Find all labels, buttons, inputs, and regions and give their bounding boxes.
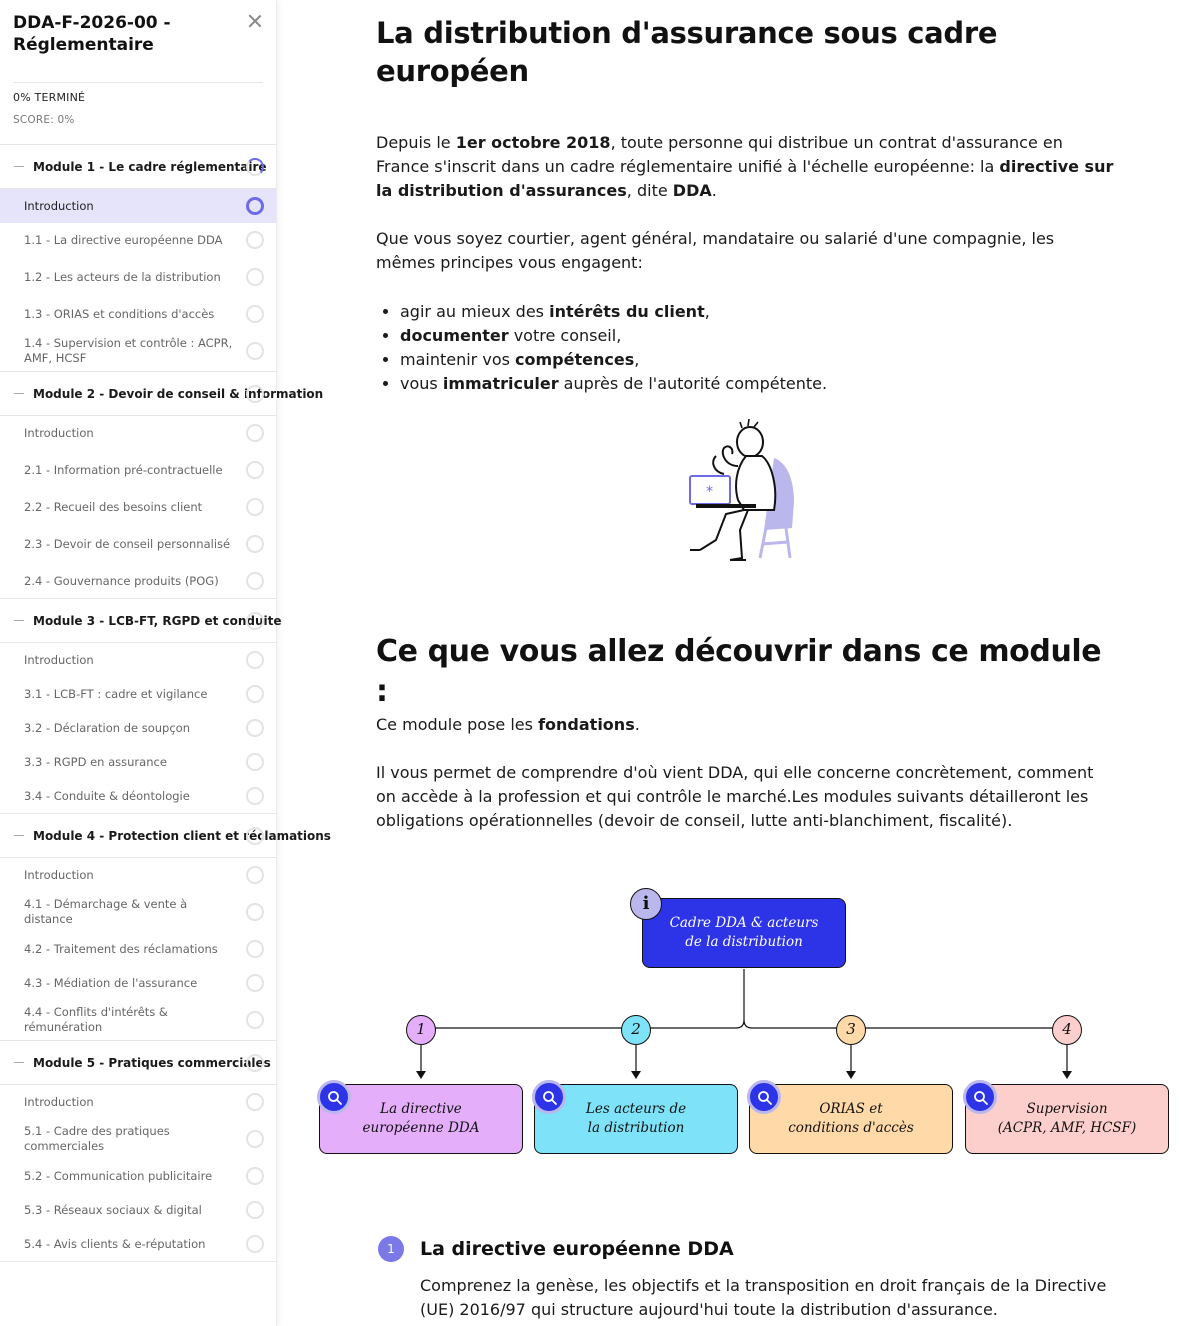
lesson-label: 5.1 - Cadre des pratiques commerciales (24, 1124, 170, 1153)
lesson-status-icon (246, 498, 264, 516)
lesson-label: 2.3 - Devoir de conseil personnalisé (24, 536, 231, 551)
lesson-label: 3.1 - LCB-FT : cadre et vigilance (24, 686, 208, 701)
lesson-label: 2.4 - Gouvernance produits (POG) (24, 573, 219, 588)
lesson-label: 4.4 - Conflits d'intérêts & rémunération (24, 1005, 168, 1034)
lesson-label: 1.3 - ORIAS et conditions d'accès (24, 306, 215, 321)
diagram-root-node (642, 898, 846, 968)
lesson-status-icon (246, 268, 264, 286)
lesson-item[interactable] (0, 677, 276, 711)
text: , toute personne qui distribue un contrat d'assurance en France s'inscrit dans un cadre réglementaire unifié à l'échelle européenne: la (376, 133, 1063, 176)
lesson-item[interactable] (0, 892, 276, 932)
emphasis: immatriculer (442, 374, 559, 393)
score-label: SCORE: 0% (13, 114, 75, 126)
lesson-item[interactable] (0, 1193, 276, 1227)
node-label-line: ORIAS et (819, 1101, 883, 1117)
lesson-status-icon (246, 535, 264, 553)
lesson-status-icon (246, 424, 264, 442)
module-label: Module 2 - Devoir de conseil & information (33, 386, 324, 401)
lesson-item[interactable] (0, 1119, 276, 1159)
node-label-line: conditions d'accès (788, 1120, 914, 1136)
principle-item (400, 372, 827, 396)
section-item-description: Comprenez la genèse, les objectifs et la transposition en droit français de la Directive (UE) 2016/97 qui structure aujourd'hui toute la distribution d'assurance. (420, 1276, 1107, 1319)
lesson-item[interactable] (0, 297, 276, 331)
lesson-status-icon (246, 787, 264, 805)
principle-item (400, 300, 827, 324)
lesson-label: 3.4 - Conduite & déontologie (24, 788, 190, 803)
lesson-status-icon (246, 719, 264, 737)
lesson-item[interactable] (0, 1085, 276, 1119)
emphasis: directive sur la distribution d'assurances (376, 157, 1114, 200)
diagram-step-number: 4 (1052, 1015, 1082, 1045)
diagram-node-1[interactable] (319, 1084, 523, 1154)
lesson-status-icon (246, 753, 264, 771)
lesson-status-icon (246, 572, 264, 590)
lesson-item[interactable] (0, 711, 276, 745)
lesson-group (0, 416, 276, 599)
emphasis: documenter (400, 326, 509, 345)
module-description-paragraph: Il vous permet de comprendre d'où vient DDA, qui elle concerne concrètement, comment on accède à la profession et qui contrôle le marché.Les modules suivants détailleront les obligations opérationnelles (devoir de conseil, lutte anti-blanchiment, fiscalité). (376, 763, 1094, 830)
module-status-icon (246, 385, 264, 403)
lesson-label: 1.2 - Les acteurs de la distribution (24, 269, 221, 284)
lesson-item[interactable] (0, 858, 276, 892)
emphasis: fondations (538, 715, 635, 734)
lesson-status-icon (246, 1201, 264, 1219)
lesson-label: 4.1 - Démarchage & vente à distance (24, 897, 188, 926)
lesson-item[interactable] (0, 257, 276, 297)
lesson-group (0, 189, 276, 372)
module-list (0, 145, 331, 1262)
lesson-item[interactable] (0, 564, 276, 598)
principle-item (400, 348, 827, 372)
lesson-label: 2.1 - Information pré-contractuelle (24, 462, 223, 477)
audience-paragraph: Que vous soyez courtier, agent général, mandataire ou salarié d'une compagnie, les mêmes principes vous engagent: (376, 229, 1055, 272)
lesson-status-icon (246, 651, 264, 669)
text: agir au mieux des (400, 302, 550, 321)
lesson-label: 5.2 - Communication publicitaire (24, 1168, 213, 1183)
lesson-item[interactable] (0, 490, 276, 524)
collapse-icon (14, 835, 24, 837)
lesson-label: 3.2 - Déclaration de soupçon (24, 720, 190, 735)
lesson-status-icon (246, 342, 264, 360)
lesson-label: 2.2 - Recueil des besoins client (24, 499, 203, 514)
lesson-label: 5.3 - Réseaux sociaux & digital (24, 1202, 202, 1217)
text: , dite (626, 181, 673, 200)
progress-label: 0% TERMINÉ (13, 91, 86, 104)
section-number-badge: 1 (378, 1236, 404, 1262)
lesson-item[interactable] (0, 331, 276, 371)
lesson-status-icon (246, 974, 264, 992)
diagram-step-number: 2 (621, 1015, 651, 1045)
module-label: Module 5 - Pratiques commerciales (33, 1055, 271, 1070)
lesson-status-icon (246, 903, 264, 921)
lesson-status-icon (246, 1235, 264, 1253)
text: Depuis le (376, 133, 456, 152)
collapse-icon (14, 620, 24, 622)
lesson-item[interactable] (0, 745, 276, 779)
module-status-icon (246, 158, 264, 176)
text: , (634, 350, 640, 369)
lesson-status-icon (246, 685, 264, 703)
module-status-icon (246, 827, 264, 845)
diagram-node-3[interactable] (749, 1084, 953, 1154)
module-label: Module 1 - Le cadre réglementaire (33, 159, 267, 174)
lesson-item[interactable] (0, 189, 276, 223)
module-overview-diagram (316, 885, 1176, 1165)
lesson-item[interactable] (0, 643, 276, 677)
text: Ce module pose les (376, 715, 539, 734)
lesson-label: Introduction (24, 425, 94, 440)
text: votre conseil, (508, 326, 622, 345)
lesson-status-icon (246, 1130, 264, 1148)
page-title: La distribution d'assurance sous cadre européen (376, 16, 998, 88)
text: . (711, 181, 717, 200)
lesson-status-icon (246, 461, 264, 479)
collapse-icon (14, 393, 24, 395)
lesson-label: Introduction (24, 867, 94, 882)
lesson-label: 1.4 - Supervision et contrôle : ACPR, AMF, HCSF (24, 336, 233, 365)
node-label-line: européenne DDA (362, 1120, 480, 1136)
lesson-label: 4.3 - Médiation de l'assurance (24, 975, 198, 990)
emphasis: compétences (515, 350, 635, 369)
module-header-5[interactable] (0, 1041, 276, 1085)
lesson-label: 5.4 - Avis clients & e-réputation (24, 1236, 206, 1251)
emphasis: intérêts du client (549, 302, 705, 321)
module-header-1[interactable] (0, 145, 276, 189)
lesson-label: Introduction (24, 1094, 94, 1109)
lesson-status-icon (246, 1167, 264, 1185)
module-header-3[interactable] (0, 599, 282, 643)
diagram-node-2[interactable] (534, 1084, 738, 1154)
lesson-label: 1.1 - La directive européenne DDA (24, 232, 223, 247)
lesson-status-icon (246, 1011, 264, 1029)
lesson-status-icon (246, 231, 264, 249)
module-intro-paragraph (376, 713, 1116, 737)
search-icon[interactable] (963, 1080, 997, 1114)
close-icon[interactable] (248, 14, 262, 28)
collapse-icon (14, 1062, 24, 1064)
node-label-line: La directive (380, 1101, 462, 1117)
text: vous (400, 374, 443, 393)
course-title: DDA-F-2026-00 - Réglementaire (13, 13, 171, 55)
diagram-step-number: 3 (836, 1015, 866, 1045)
search-icon[interactable] (747, 1080, 781, 1114)
principle-item (400, 324, 827, 348)
emphasis: 1er octobre 2018 (455, 133, 611, 152)
lesson-group (0, 1085, 276, 1262)
lesson-item[interactable] (0, 524, 276, 564)
node-label-line: Supervision (1026, 1101, 1108, 1117)
lesson-item[interactable] (0, 932, 276, 966)
node-label-line: Les acteurs de (585, 1101, 687, 1117)
text: auprès de l'autorité compétente. (558, 374, 828, 393)
lesson-group (0, 643, 276, 814)
lesson-item[interactable] (0, 416, 276, 450)
lesson-status-icon (246, 866, 264, 884)
lesson-item[interactable] (0, 1159, 276, 1193)
module-status-icon (246, 612, 264, 630)
lesson-item[interactable] (0, 223, 276, 257)
text: , (704, 302, 710, 321)
root-line: de la distribution (685, 934, 803, 950)
search-icon[interactable] (532, 1080, 566, 1114)
lesson-label: 3.3 - RGPD en assurance (24, 754, 167, 769)
module-status-icon (246, 1054, 264, 1072)
lesson-status-icon (246, 1093, 264, 1111)
progress-panel (0, 83, 276, 145)
search-icon[interactable] (317, 1080, 351, 1114)
module-label: Module 4 - Protection client et réclamations (33, 828, 331, 843)
emphasis: DDA (672, 181, 712, 200)
lesson-status-icon (246, 197, 264, 215)
collapse-icon (14, 166, 24, 168)
lesson-label: 4.2 - Traitement des réclamations (24, 941, 218, 956)
sidebar-header (0, 0, 276, 82)
diagram-step-number: 1 (406, 1015, 436, 1045)
section-title: Ce que vous allez découvrir dans ce module : (376, 634, 1102, 709)
lesson-label: Introduction (24, 652, 94, 667)
lesson-item[interactable] (0, 1227, 276, 1261)
lesson-group (0, 858, 276, 1041)
node-label-line: la distribution (587, 1120, 685, 1136)
section-item-title: La directive européenne DDA (420, 1238, 734, 1260)
lesson-item[interactable] (0, 966, 276, 1000)
text: maintenir vos (400, 350, 516, 369)
text: . (634, 715, 640, 734)
principles-list (400, 300, 827, 396)
lesson-label: Introduction (24, 198, 94, 213)
module-label: Module 3 - LCB-FT, RGPD et conduite (33, 613, 282, 628)
root-line: Cadre DDA & acteurs (669, 915, 819, 931)
lesson-status-icon (246, 305, 264, 323)
person-laptop-illustration (686, 418, 806, 564)
info-icon[interactable]: i (630, 888, 662, 920)
module-header-2[interactable] (0, 372, 324, 416)
lesson-status-icon (246, 940, 264, 958)
lesson-item[interactable] (0, 450, 276, 490)
node-label-line: (ACPR, AMF, HCSF) (997, 1120, 1137, 1136)
intro-paragraph (376, 131, 1116, 203)
svg-text:*: * (706, 484, 713, 500)
lesson-item[interactable] (0, 1000, 276, 1040)
course-sidebar (0, 0, 331, 1326)
lesson-item[interactable] (0, 779, 276, 813)
diagram-node-4[interactable] (965, 1084, 1169, 1154)
module-header-4[interactable] (0, 814, 331, 858)
